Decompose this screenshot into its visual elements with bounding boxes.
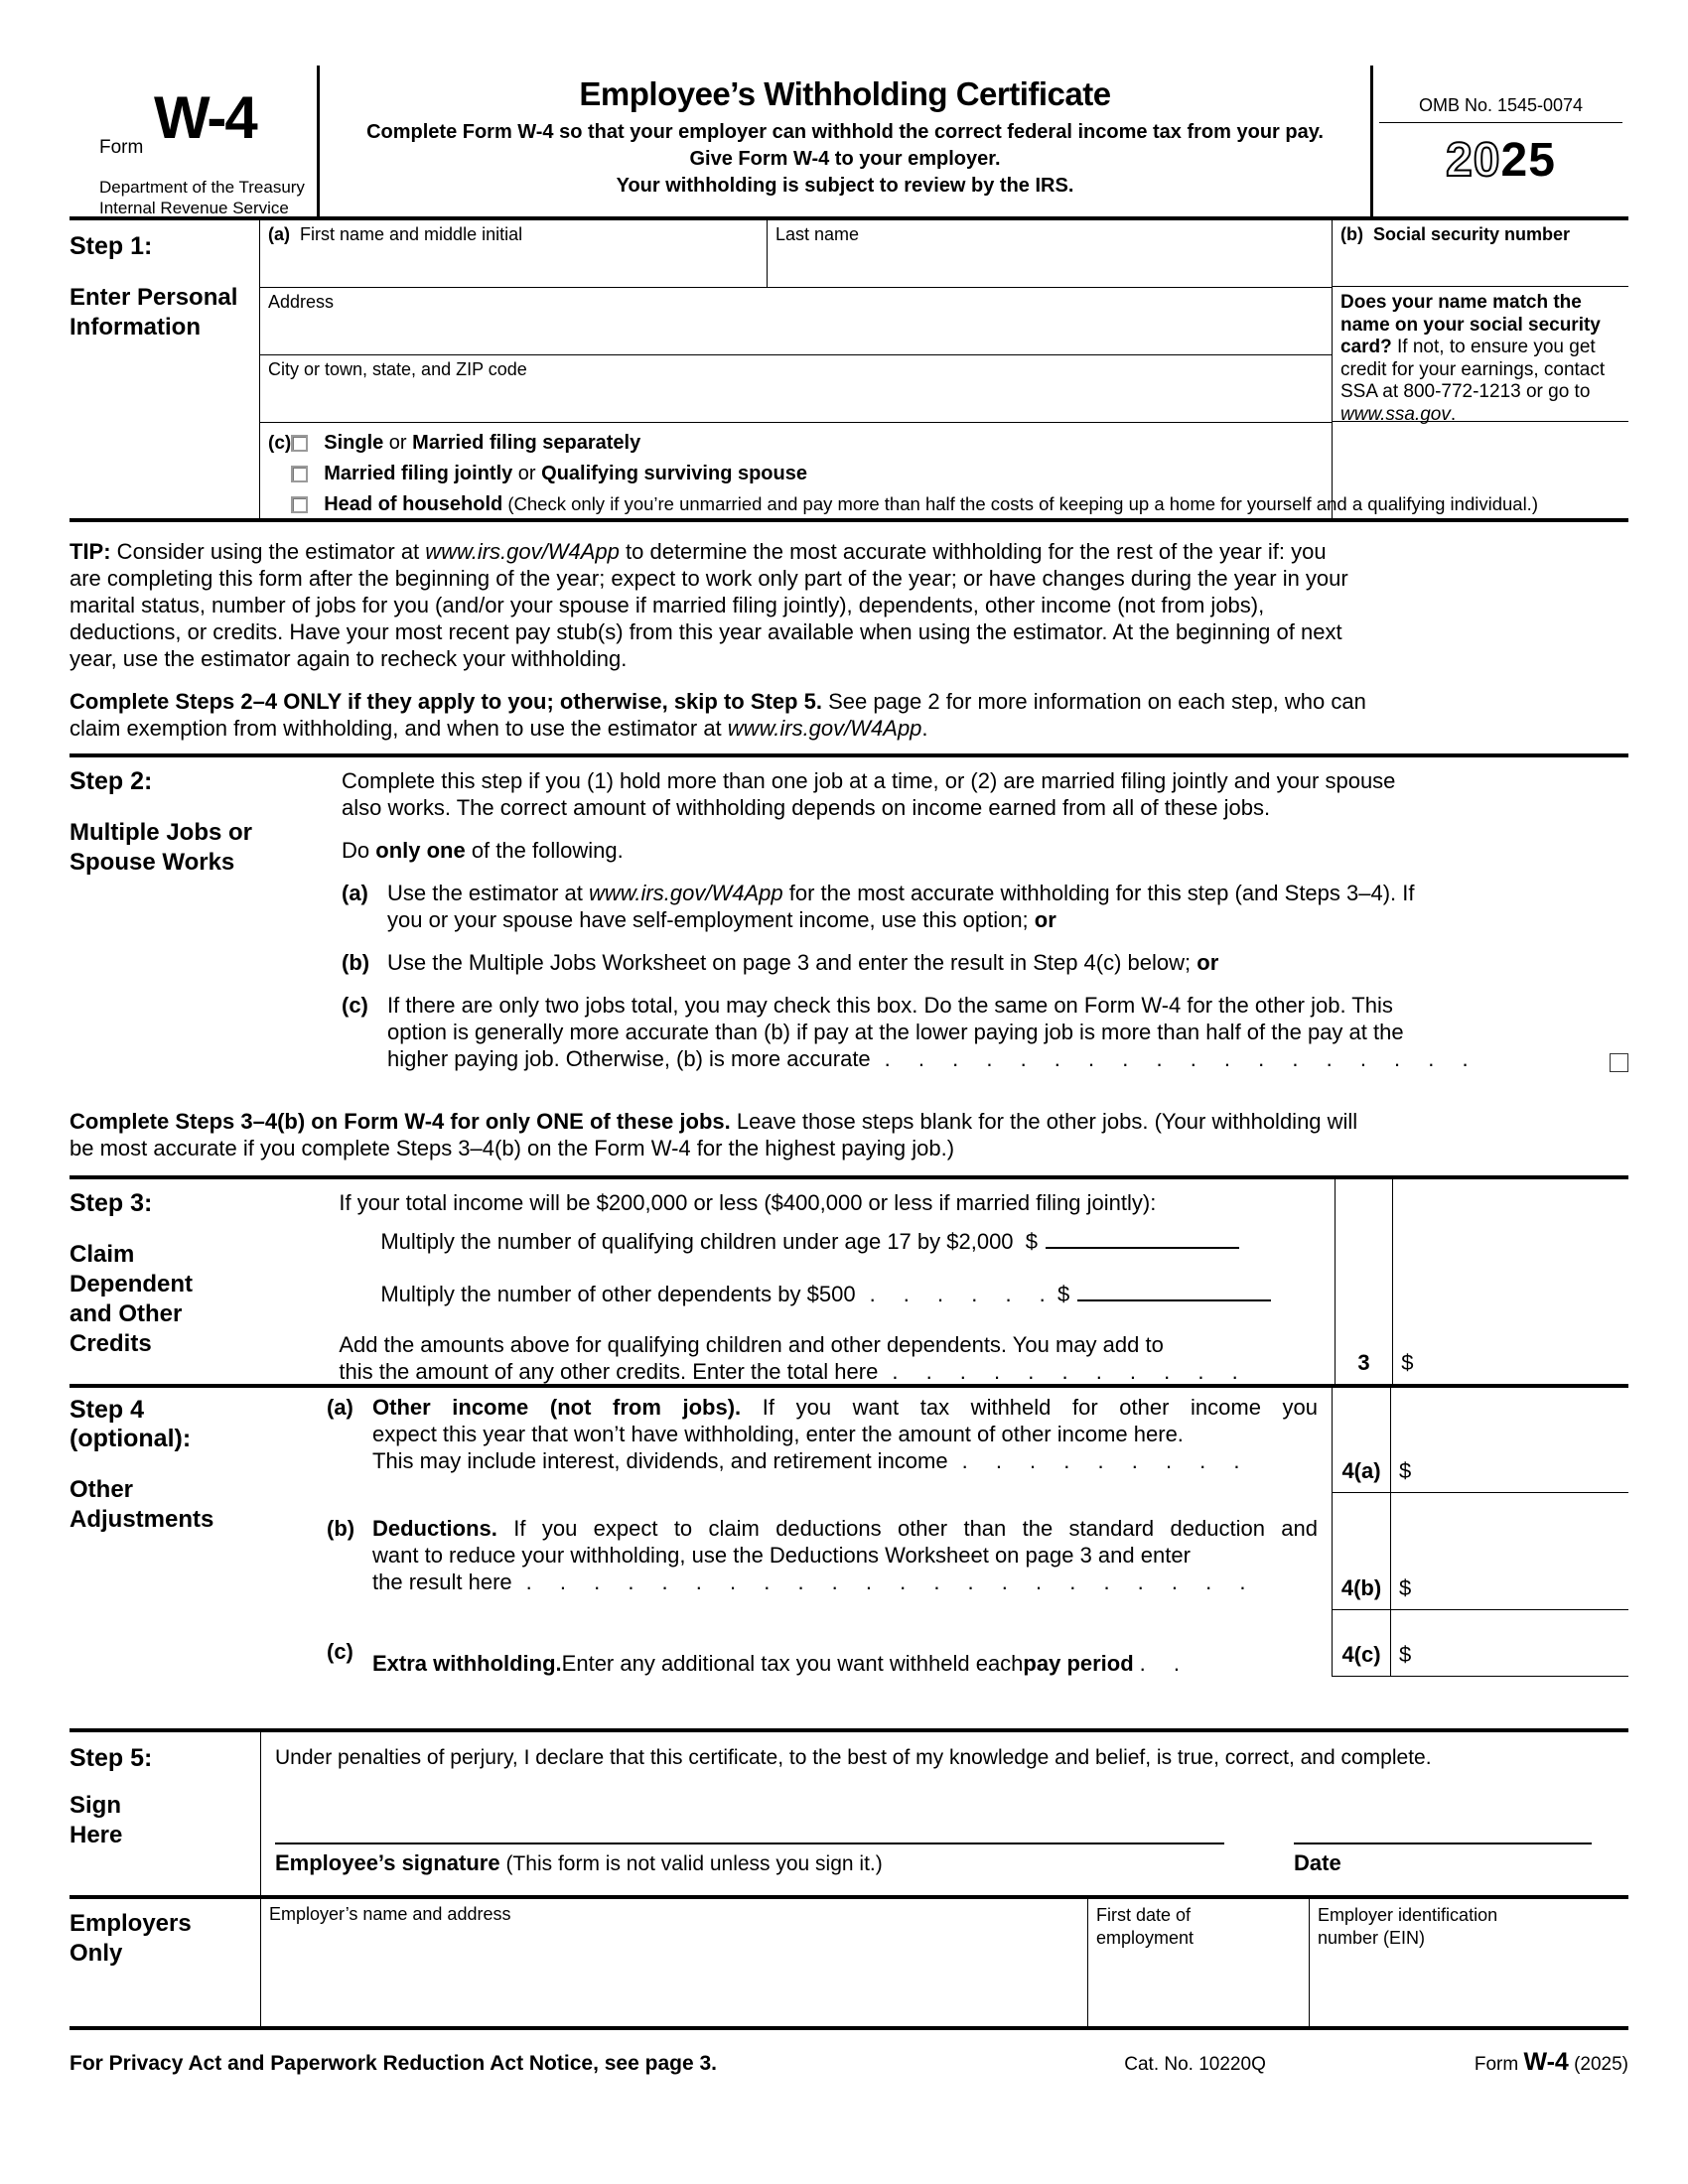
step2-subtitle: Multiple Jobs or Spouse Works — [70, 819, 253, 876]
b-tag: (b) — [1340, 224, 1363, 244]
estimator-url: www.irs.gov/W4App — [588, 881, 783, 905]
option-label: Head of household (Check only if you’re unmarried and pay more than half the costs of keeping up a home for yourself and a qualifying individual.) — [324, 492, 1538, 515]
step5-title: Step 5: — [70, 1744, 153, 1772]
c24-line1: Complete Steps 2–4 ONLY if they apply to you; otherwise, skip to Step 5. See page 2 for more information on each step, who can — [70, 689, 1366, 714]
form-footer-id: Form W-4 (2025) — [1474, 2048, 1628, 2076]
filing-status-row — [260, 422, 1538, 518]
step4c-line-number: 4(c) — [1332, 1610, 1390, 1677]
step4b-amount-field[interactable]: $ — [1390, 1493, 1628, 1610]
step1-title: Step 1: — [70, 232, 153, 260]
step3-body — [339, 1179, 1334, 1384]
option-label: Married filing jointly or Qualifying surviving spouse — [324, 462, 807, 484]
dot-leader: . . . . . . . . . — [961, 1448, 1240, 1473]
complete-steps-3-4b-paragraph: Complete Steps 3–4(b) on Form W-4 for only ONE of these jobs. Leave those steps blank for the other jobs. (Your withholding will be most accurate if you complete Steps 3–4(b) on the Form W-4 for the highest paying job.) — [70, 1109, 1358, 1160]
privacy-act-notice: For Privacy Act and Paperwork Reduction Act Notice, see page 3. — [70, 2052, 717, 2075]
step4a-text: (a) Other income (not from jobs). If you want tax withheld for other income you expect this year that won’t have withholding, enter the amount of other income here. This may include interest, dividends, and retirement income . . . . . . . . . — [327, 1388, 1332, 1493]
step4a-line-number: 4(a) — [1332, 1388, 1390, 1493]
city-label: City or town, state, and ZIP code — [268, 359, 527, 379]
employers-only-label: Employers Only — [70, 1910, 192, 1967]
dot-leader: . . . . . . . . . . . — [892, 1359, 1238, 1384]
step4-title: Step 4 — [70, 1396, 145, 1424]
year-solid: 25 — [1500, 134, 1556, 187]
first-name-field[interactable] — [260, 220, 768, 287]
signature-labels: Employee’s signature (This form is not valid unless you sign it.) Date — [275, 1850, 1341, 1875]
c24-line2: claim exemption from withholding, and when to use the estimator at www.irs.gov/W4App. — [70, 716, 928, 741]
date-label: Date — [1294, 1850, 1341, 1875]
title-block — [317, 66, 1373, 216]
step5-body — [260, 1732, 1628, 1895]
children-amount-blank[interactable] — [1046, 1245, 1239, 1249]
step4a-row — [327, 1388, 1628, 1493]
step1-label — [70, 220, 259, 518]
step2-intro-line1: Complete this step if you (1) hold more than one job at a time, or (2) are married filing jointly and your spouse — [342, 768, 1396, 793]
estimator-url: www.irs.gov/W4App — [425, 539, 620, 564]
subtitle-line3: Your withholding is subject to review by the IRS. — [616, 175, 1074, 197]
item-a-marker: (a) — [342, 881, 368, 905]
subtitle-line2: Give Form W-4 to your employer. — [689, 148, 1001, 170]
item-b-text: Use the Multiple Jobs Worksheet on page 3 and enter the result in Step 4(c) below; or — [387, 950, 1219, 975]
employer-name-address-field[interactable] — [260, 1899, 1087, 2026]
step3-total-line2: this the amount of any other credits. Enter the total here . . . . . . . . . . . — [339, 1359, 1238, 1384]
single-checkbox[interactable] — [291, 435, 308, 452]
date-line[interactable] — [1294, 1825, 1592, 1844]
address-field[interactable] — [260, 287, 1332, 354]
step4c-text: (c) Extra withholding. Enter any additional tax you want withheld each pay period . . — [327, 1639, 1181, 1676]
employer-ein-field[interactable]: Employer identification number (EIN) — [1309, 1899, 1628, 2026]
item-c-marker: (c) — [327, 1639, 353, 1664]
employer-name-label: Employer’s name and address — [269, 1904, 511, 1924]
step4-label — [70, 1388, 327, 1677]
item-c-marker: (c) — [342, 993, 368, 1018]
a-tag: (a) — [268, 224, 290, 244]
tip-line4: deductions, or credits. Have your most recent pay stub(s) from this year available when using the estimator. At the beginning of next — [70, 619, 1342, 644]
step4-rows — [327, 1388, 1628, 1677]
item-a-text: Use the estimator at www.irs.gov/W4App for the most accurate withholding for this step (and Steps 3–4). If you or your spouse have self-employment income, use this option; or — [387, 881, 1415, 932]
step2-section — [70, 757, 1628, 1078]
signature-label: Employee’s signature — [275, 1850, 500, 1875]
item-b-marker: (b) — [327, 1516, 355, 1541]
step3-subtitle: Claim Dependent and Other Credits — [70, 1241, 194, 1357]
page-footer — [70, 2048, 1628, 2077]
dot-leader: . . . . . . — [869, 1282, 1046, 1306]
dot-leader: . . — [1139, 1651, 1181, 1676]
step2-item-b — [342, 949, 1628, 976]
first-employment-date-field[interactable]: First date of employment — [1087, 1899, 1309, 2026]
step2-do-only-one: Do only one of the following. — [342, 838, 624, 863]
ssn-field[interactable] — [1333, 220, 1628, 287]
step1-section — [70, 220, 1628, 522]
first-name-label: First name and middle initial — [300, 224, 523, 244]
tax-year — [1373, 133, 1628, 188]
tip-line3: marital status, number of jobs for you (and/or your spouse if married filing jointly), dependents, other income (not from jobs), — [70, 593, 1265, 617]
form-subtitle — [320, 119, 1370, 200]
item-c-text: If there are only two jobs total, you may check this box. Do the same on Form W-4 for the other job. This option is generally more accurate than (b) if pay at the lower paying job is more than half of the pay at the higher paying job. Otherwise, (b) is more accurate . . . . . . . . . . . . . . . . . . — [387, 992, 1628, 1072]
ssa-notice: Does your name match the name on your social security card? If not, to ensure you get credit for your earnings, contact SSA at 800-772-1213 or go to www.ssa.gov. — [1333, 287, 1628, 422]
year-outline: 20 — [1446, 134, 1501, 187]
step4b-text: (b) Deductions. If you expect to claim deductions other than the standard deduction and want to reduce your withholding, use the Deductions Worksheet on page 3 and enter the result here . . . . . . . . . . . . . . . . . . . . . . — [327, 1493, 1332, 1610]
step5-section — [70, 1732, 1628, 1899]
tip-line5: year, use the estimator again to recheck your withholding. — [70, 646, 628, 671]
dependents-amount-blank[interactable] — [1077, 1297, 1271, 1301]
employers-only-section — [70, 1899, 1628, 2030]
step3-dependents-row: Multiply the number of other dependents by $500 . . . . . . $ — [380, 1281, 1320, 1307]
perjury-declaration: Under penalties of perjury, I declare that this certificate, to the best of my knowledge and belief, is true, correct, and complete. — [275, 1746, 1432, 1769]
tip-paragraph — [70, 538, 1628, 672]
step3-intro: If your total income will be $200,000 or less ($400,000 or less if married filing jointly): — [339, 1190, 1157, 1215]
signature-row — [275, 1825, 1628, 1844]
step4b-line-number: 4(b) — [1332, 1493, 1390, 1610]
ssn-label: Social security number — [1372, 224, 1571, 244]
step1-table — [259, 220, 1628, 518]
step2-item-c — [342, 992, 1628, 1072]
married-jointly-checkbox[interactable] — [291, 466, 308, 482]
employee-signature-line[interactable] — [275, 1825, 1224, 1844]
ssa-url: www.ssa.gov — [1340, 403, 1451, 425]
agency-line1: Department of the Treasury — [99, 178, 305, 197]
address-label: Address — [268, 292, 335, 312]
form-title: Employee’s Withholding Certificate — [579, 75, 1111, 112]
step4b-row — [327, 1493, 1628, 1610]
step2-title: Step 2: — [70, 767, 153, 795]
agency-line2: Internal Revenue Service — [99, 199, 289, 217]
form-number: W-4 — [154, 84, 256, 151]
step4-title-optional: (optional): — [70, 1425, 192, 1452]
city-state-zip-field[interactable] — [260, 354, 1332, 422]
step1-right-fields — [1332, 220, 1628, 518]
last-name-field[interactable] — [768, 220, 1332, 287]
tip-line1: TIP: Consider using the estimator at www.irs.gov/W4App to determine the most accurate withholding for the rest of the year if: you — [70, 539, 1327, 564]
estimator-url: www.irs.gov/W4App — [727, 716, 922, 741]
dot-leader: . . . . . . . . . . . . . . . . . . — [884, 1046, 1469, 1071]
step3-amount-field[interactable]: $ — [1392, 1179, 1628, 1384]
c-tag: (c) — [268, 433, 292, 454]
catalog-number: Cat. No. 10220Q — [1124, 2054, 1266, 2075]
step5-label — [70, 1732, 260, 1895]
omb-block — [1373, 66, 1628, 216]
step3-children-row: Multiply the number of qualifying children under age 17 by $2,000 $ — [380, 1228, 1320, 1255]
two-jobs-checkbox[interactable] — [1610, 1053, 1628, 1072]
step3-label — [70, 1179, 339, 1384]
form-number-block — [70, 66, 317, 216]
step1-subtitle: Enter Personal Information — [70, 284, 238, 341]
option-label: Single or Married filing separately — [324, 431, 641, 454]
subtitle-line1: Complete Form W-4 so that your employer can withhold the correct federal income tax from your pay. — [366, 121, 1324, 143]
step4c-amount-field[interactable]: $ — [1390, 1610, 1628, 1677]
form-word: Form — [99, 137, 144, 158]
step2-label — [70, 767, 342, 1072]
step4-section — [70, 1388, 1628, 1677]
item-b-marker: (b) — [342, 950, 370, 975]
last-name-label: Last name — [775, 224, 860, 244]
dot-leader: . . . . . . . . . . . . . . . . . . . . . . — [525, 1570, 1246, 1594]
step3-title: Step 3: — [70, 1189, 153, 1217]
omb-number: OMB No. 1545-0074 — [1379, 66, 1622, 123]
item-a-marker: (a) — [327, 1395, 353, 1420]
step2-item-a — [342, 880, 1628, 933]
agency-block — [99, 177, 305, 218]
step4a-amount-field[interactable]: $ — [1390, 1388, 1628, 1493]
tip-line2: are completing this form after the beginning of the year; expect to work only part of the year; or have changes during the year in your — [70, 566, 1348, 591]
step3-total-line1: Add the amounts above for qualifying children and other dependents. You may add to — [339, 1332, 1164, 1357]
step2-intro-line2: also works. The correct amount of withholding depends on income earned from all of these jobs. — [342, 795, 1271, 820]
step4-subtitle: Other Adjustments — [70, 1476, 214, 1533]
step5-subtitle: Sign Here — [70, 1792, 123, 1848]
step4c-row — [327, 1610, 1628, 1677]
form-header — [70, 66, 1628, 220]
step3-section — [70, 1179, 1628, 1384]
step3-line-number: 3 — [1335, 1179, 1392, 1384]
head-of-household-checkbox[interactable] — [291, 496, 308, 513]
step2-body — [342, 767, 1628, 1072]
name-row — [260, 220, 1332, 287]
complete-steps-2-4-paragraph — [70, 688, 1628, 742]
